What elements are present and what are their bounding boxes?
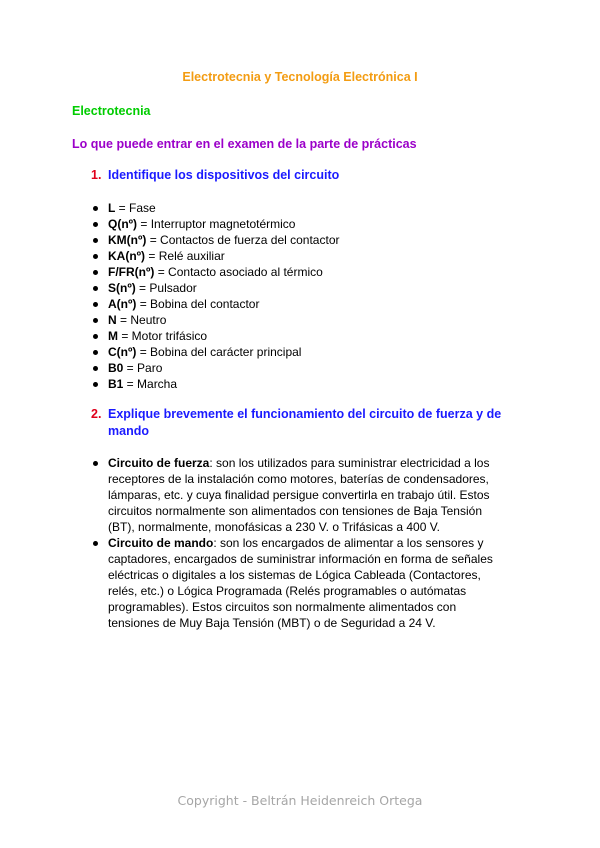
device-desc: = Pulsador [135, 281, 197, 295]
document-title: Electrotecnia y Tecnología Electrónica I [182, 70, 418, 84]
list-item [90, 312, 340, 328]
device-term: S(nº) [108, 281, 136, 295]
list-item [90, 200, 340, 216]
list-item [90, 535, 510, 631]
question-2 [91, 406, 511, 440]
list-item [90, 296, 340, 312]
device-term: A(nº) [108, 297, 137, 311]
list-item [90, 376, 340, 392]
list-item [90, 232, 340, 248]
list-item [90, 328, 340, 344]
list-item [90, 360, 340, 376]
copyright-footer: Copyright - Beltrán Heidenreich Ortega [177, 793, 423, 808]
device-desc: = Contacto asociado al térmico [154, 265, 323, 279]
device-desc: = Marcha [123, 377, 178, 391]
circuit-list [90, 455, 510, 631]
list-item [90, 216, 340, 232]
list-item [90, 344, 340, 360]
device-term: B0 [108, 361, 124, 375]
circuit-term: Circuito de fuerza [108, 456, 210, 470]
device-term: B1 [108, 377, 124, 391]
device-term: N [108, 313, 117, 327]
question-text: Identifique los dispositivos del circuito [108, 168, 340, 182]
device-term: C(nº) [108, 345, 137, 359]
exam-subtitle: Lo que puede entrar en el examen de la parte de prácticas [72, 137, 417, 151]
device-list [90, 200, 340, 392]
list-item [90, 280, 340, 296]
device-desc: = Fase [115, 201, 156, 215]
circuit-term: Circuito de mando [108, 536, 214, 550]
question-number: 2. [91, 407, 102, 421]
list-item [90, 264, 340, 280]
circuit-desc: : son los utilizados para suministrar electricidad a los receptores de la instalación como motores, baterías de condensadores, lámparas, etc. y cuya finalidad persigue convertirla en trabajo útil. Estos circuitos normalmente son alimentados con tensiones de Baja Tensión (BT), normalmente, monofásicas a 230 V. o Trifásicas a 400 V. [108, 456, 490, 534]
list-item [90, 248, 340, 264]
device-desc: = Interruptor magnetotérmico [137, 217, 296, 231]
device-desc: = Relé auxiliar [145, 249, 225, 263]
device-term: F/FR(nº) [108, 265, 155, 279]
device-term: L [108, 201, 116, 215]
device-desc: = Bobina del carácter principal [136, 345, 302, 359]
device-term: Q(nº) [108, 217, 138, 231]
circuit-desc: : son los encargados de alimentar a los sensores y captadores, encargados de suministrar información en forma de señales eléctricas o digitales a los sistemas de Lógica Cableada (Contactores, relés, etc.) o Lógica Programada (Relés programables o autómatas programables). Estos circuitos son normalmente alimentados con tensiones de Muy Baja Tensión (MBT) o de Seguridad a 24 V. [108, 536, 493, 630]
device-desc: = Contactos de fuerza del contactor [146, 233, 340, 247]
device-term: KM(nº) [108, 233, 147, 247]
device-desc: = Bobina del contactor [136, 297, 260, 311]
question-number: 1. [91, 168, 102, 182]
list-item [90, 455, 510, 535]
device-desc: = Neutro [116, 313, 167, 327]
question-text: Explique brevemente el funcionamiento del circuito de fuerza y de mando [108, 407, 502, 438]
device-term: M [108, 329, 118, 343]
device-term: KA(nº) [108, 249, 146, 263]
device-desc: = Paro [123, 361, 163, 375]
section-heading: Electrotecnia [72, 104, 151, 118]
question-1 [91, 167, 511, 184]
device-desc: = Motor trifásico [118, 329, 208, 343]
